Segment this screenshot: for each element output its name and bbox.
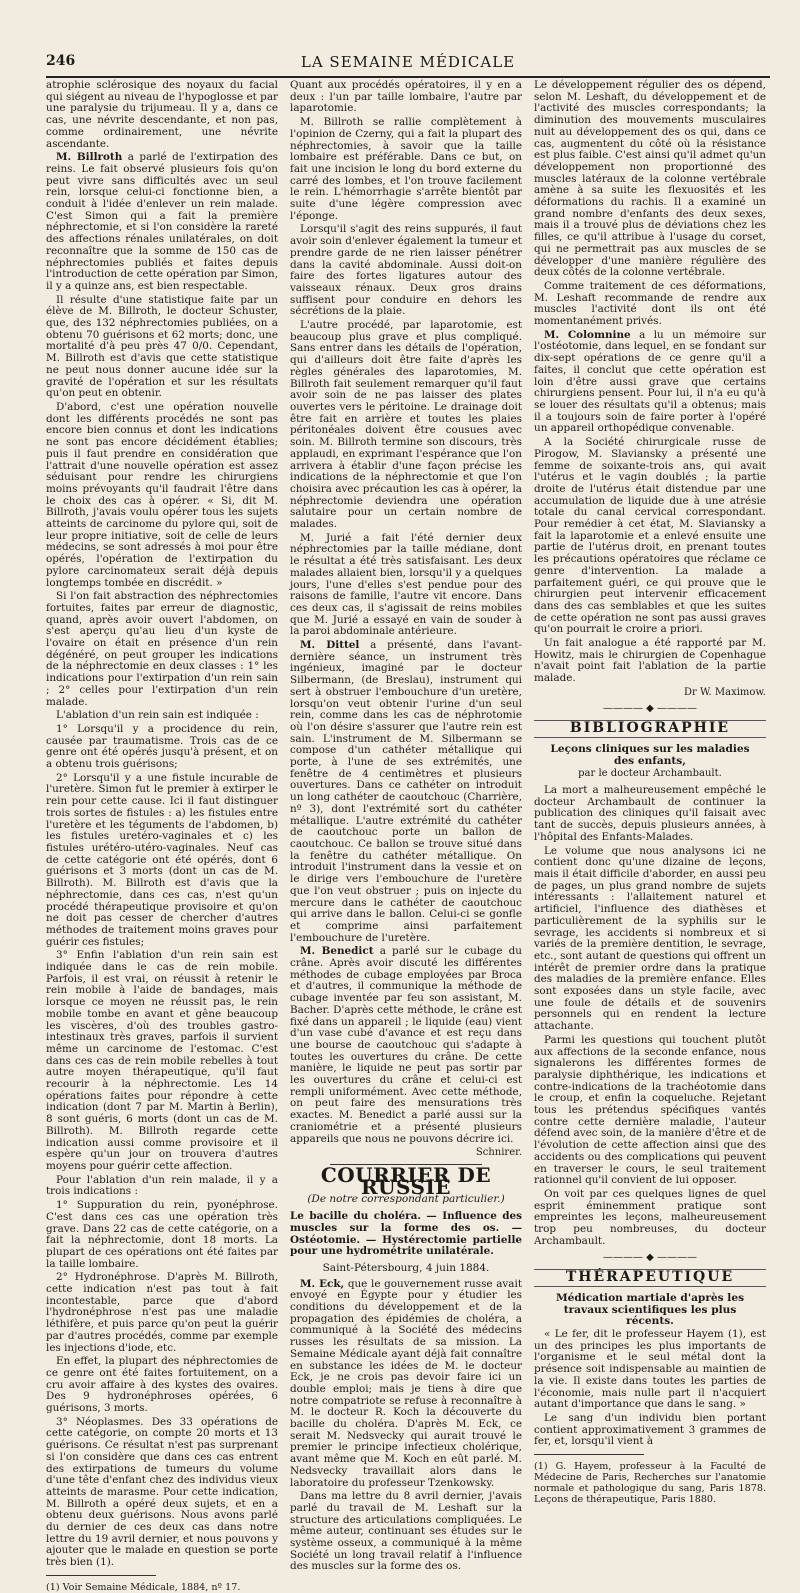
paragraph-text: que le gouvernement russe avait envoyé en Égypte pour y étudier les conditions du développement et de la propagation des épidémies de choléra, a communiqué à la Société des médecins russes les résultats de sa mission. La Semaine Médicale ayant déjà fait connaître en substance les idées de M. le docteur Eck, je ne crois pas devoir faire ici un double emploi; mais je tiens à dire que notre compatriote se refuse à reconnaître à M. le docteur R. Koch la découverte du bacille du choléra. D'après M. Eck, ce serait M. Nedsvecky qui aurait trouvé le premier le principe infectieux cholérique, avant même que M. Koch en eût parlé. M. Nedsvecky travaillait alors dans le laboratoire du professeur Tzenkowsky. — [290, 1277, 522, 1489]
paragraph — [290, 946, 522, 1145]
paragraph: 2° Hydronéphrose. D'après M. Billroth, cette indication n'est pas tout à fait incontestable, parce que d'abord l'hydronéphrose n'est pas une maladie léthifère, et puis parce qu'on peut la guérir par d'autres procédés, comme par exemple les injections d'iode, etc. — [46, 1271, 278, 1354]
paragraph: L'autre procédé, par laparotomie, est beaucoup plus grave et plus compliqué. Sans entrer dans les détails de l'opération, qui d'ailleurs doit être faite d'après les règles générales des laparotomies, M. Billroth fait seulement remarquer qu'il faut avoir soin de ne pas laisser des plates ouvertes vers le péritoine. Le drainage doit être fait en arrière et toutes les plaies péritonéales doivent être cousues avec soin. M. Billroth termine son discours, très applaudi, en exprimant l'espérance que l'on arrivera à établir d'une façon précise les indications de la néphrectomie et que l'on choisira avec précaution les cas à opérer, la néphrectomie deviendra une opération salutaire pour un certain nombre de malades. — [290, 319, 522, 531]
paragraph: 1° Suppuration du rein, pyonéphrose. C'est dans ces cas une opération très grave. Dans 22 cas de cette catégorie, on a fait la néphrectomie, dont 18 morts. La plupart de ces opérations ont été faites par la taille lombaire. — [46, 1199, 278, 1270]
paragraph-text: a lu un mémoire sur l'ostéotomie, dans lequel, en se fondant sur dix-sept opérations de ce genre qu'il a faites, il conclut que cette opération est loin d'être aussi grave que certains chirurgiens pensent. Pour lui, il n'a eu qu'à se louer des résultats qu'il a obtenus; mais il a toujours soin de faire porter à l'opéré un appareil orthopédique convenable. — [534, 328, 766, 435]
author-name: M. Eck, — [300, 1277, 345, 1290]
paragraph: Le volume que nous analysons ici ne contient donc qu'une dizaine de leçons, mais il était difficile d'aborder, en aussi peu de pages, un plus grand nombre de sujets intéressants : l'allaitement naturel et artificiel, l'influence des diathèses et particulièrement de la syphilis sur le sevrage, les accidents si nombreux et si variés de la première dentition, le sevrage, etc., sont autant de questions qui offrent un intérêt de premier ordre dans la pratique des maladies de la première enfance. Elles sont exposées dans un style facile, avec une foule de détails et de souvenirs personnels qui en rendent la lecture attachante. — [534, 844, 766, 1033]
author-name: M. Billroth — [56, 151, 123, 164]
ornament-divider: ———— ◆ ———— — [602, 702, 698, 714]
paragraph: Le développement régulier des os dépend, selon M. Leshaft, du développement et de l'activité des muscles correspondants; la diminution des mouvements musculaires nuit au développement des os qui, dans ce cas, augmentent du côté où la résistance est plus faible. C'est ainsi qu'il admet qu'un développement non proportionné des muscles latéraux de la colonne vertébrale amène à sa suite les flexuosités et les déformations du rachis. Il a examiné un grand nombre d'enfants des deux sexes, mais il a trouvé plus de déviations chez les filles, ce qu'il attribue à l'usage du corset, qui ne permettrait pas aux muscles de se développer d'une manière régulière des deux côtés de la colonne vertébrale. — [534, 79, 766, 279]
paragraph: 1° Lorsqu'il y a procidence du rein, causée par traumatisme. Trois cas de ce genre ont été opérés jusqu'à présent, et on a obtenu trois guérisons; — [46, 722, 278, 771]
paragraph: Comme traitement de ces déformations, M. Leshaft recommande de rendre aux muscles l'activité dont ils ont été momentanément privés. — [534, 279, 766, 328]
page-header — [46, 50, 770, 78]
footnote: (1) Voir Semaine Médicale, 1884, nº 17. — [46, 1581, 241, 1593]
paragraph: Un fait analogue a été rapporté par M. Howitz, mais le chirurgien de Copenhague n'avait point fait l'ablation de la partie malade. — [534, 637, 766, 685]
paragraph: « Le fer, dit le professeur Hayem (1), est un des principes les plus importants de l'organisme et le seul métal dont la présence soit indispensable au maintien de la vie. Il existe dans toutes les parties de l'économie, mais nulle part il n'acquiert autant d'importance que dans le sang. » — [534, 1328, 766, 1411]
paragraph: A la Société chirurgicale russe de Pirogow, M. Slaviansky a présenté une femme de soixante-trois ans, qui avait l'utérus et le vagin doublés ; la partie droite de l'utérus était distendue par une accumulation de liquide due à une atrésie totale du canal cervical correspondant. Pour remédier à cet état, M. Slaviansky a fait la laparotomie et a enlevé ensuite une partie de l'utérus droit, en prenant toutes les précautions opératoires que réclame ce genre d'intervention. La malade a parfaitement guéri, ce qui prouve que le chirurgien peut intervenir efficacement dans des cas semblables et que les suites de cette opération ne sont pas aussi graves qu'on pourrait le croire a priori. — [534, 436, 766, 636]
page-number: 246 — [46, 53, 76, 69]
paragraph: L'ablation d'un rein sain est indiquée : — [56, 709, 259, 722]
paragraph: M. Billroth se rallie complètement à l'opinion de Czerny, qui a fait la plupart des néphrectomies, à savoir que la taille lombaire est préférable. Dans ce but, on fait une incision le long du bord externe du carré des lombes, et l'on trouve facilement le rein. L'hémorrhagie s'arrête bientôt par suite d'une légère compression avec l'éponge. — [290, 116, 522, 222]
paragraph: Le sang d'un individu bien portant contient approximativement 3 grammes de fer, et, lorsqu'il vient à — [534, 1411, 766, 1448]
paragraph — [534, 330, 766, 435]
paragraph — [290, 640, 522, 944]
paragraph: M. Jurié a fait l'été dernier deux néphrectomies par la taille médiane, dont le résultat a été très satisfaisant. Les deux malades allaient bien, lorsqu'il y a quelques jours, l'une d'elles s'est pendue pour des raisons de famille, l'autre vit encore. Dans ces deux cas, il s'agissait de reins mobiles que M. Jurié a essayé en vain de souder à la paroi abdominale antérieure. — [290, 531, 522, 638]
author-name: M. Benedict — [300, 945, 374, 958]
footnote-divider — [534, 1454, 644, 1455]
author-name: M. Colomnine — [544, 328, 631, 341]
paragraph: Dans ma lettre du 8 avril dernier, j'avais parlé du travail de M. Leshaft sur la structure des articulations compliquées. Le même auteur, continuant ses études sur le système osseux, a communiqué à la même Société un long travail relatif à l'influence des muscles sur la forme des os. — [290, 1490, 522, 1573]
article-summary: Le bacille du choléra. — Influence des muscles sur la forme des os. — Ostéotomie. — Hystérectomie partielle pour une hydrométrite unilatérale. — [290, 1210, 522, 1258]
column-left — [46, 79, 279, 1593]
footnote-divider — [46, 1575, 156, 1576]
paragraph: 3° Enfin l'ablation d'un rein sain est indiquée dans le cas de rein mobile. Parfois, il est vrai, on réussit à retenir le rein mobile à l'aide de bandages, mais lorsque ce moyen ne réussit pas, le rein mobile tombe en avant et gêne beaucoup les viscères, d'où des troubles gastro-intestinaux très graves, parfois il survient même un carcinome de l'estomac. C'est dans ces cas de rein mobile rebelles à tout autre moyen thérapeutique, qu'il faut recourir à la néphrectomie. Les 14 opérations faites pour répondre à cette indication (dont 7 par M. Martin à Berlin), 8 sont guéris, 6 morts (dont un cas de M. Billroth). M. Billroth regarde cette indication aussi comme provisoire et il espère qu'un jour on trouvera d'autres moyens pour guérir cette affection. — [46, 949, 278, 1172]
ornament-divider: ———— ◆ ———— — [602, 1251, 698, 1263]
journal-title: LA SEMAINE MÉDICALE — [300, 53, 516, 71]
section-title: COURRIER DE RUSSIE — [320, 1162, 492, 1199]
paragraph — [290, 1279, 522, 1490]
footnote: (1) G. Hayem, professeur à la Faculté de Médecine de Paris, Recherches sur l'anatomie normale et pathologique du sang, Paris 1878. Leçons de thérapeutique, Paris 1880. — [534, 1461, 766, 1506]
article-heading: Leçons cliniques sur les maladies des enfants, — [550, 742, 750, 767]
paragraph: Il résulte d'une statistique faite par un élève de M. Billroth, le docteur Schuster, que, des 132 néphrectomies publiées, on a obtenu 70 guérisons et 62 morts; donc, une mortalité d'à peu près 47 0/0. Cependant, M. Billroth est d'avis que cette statistique ne peut nous donner aucune idée sur la gravité de l'opération et sur les résultats qu'on peut en obtenir. — [46, 293, 278, 400]
paragraph: 2° Lorsqu'il y a une fistule incurable de l'uretère. Simon fut le premier à extirper le rein pour cette cause. Ici il faut distinguer trois sortes de fistules : a) les fistules entre l'uretère et les téguments de l'abdomen, b) les fistules uretéro-vaginales et c) les fistules urétéro-utéro-vaginales. Neuf cas de cette catégorie ont été opérés, dont 6 guérisons et 3 morts (dont un cas de M. Billroth). M. Billroth est d'avis que la néphrectomie, dans ces cas, n'est qu'un procédé thérapeutique provisoire et qu'on ne doit pas cesser de chercher d'autres méthodes de traitement moins graves pour guérir ces fistules; — [46, 771, 278, 948]
paragraph: Parmi les questions qui touchent plutôt aux affections de la seconde enfance, nous signalerons les différentes formes de paralysie diphthérique, les indications et contre-indications de la trachéotomie dans le croup, et enfin la coqueluche. Rejetant tous les prétendus spécifiques vantés contre cette dernière maladie, l'auteur défend avec soin, de la manière d'être et de l'évolution de cette affection ainsi que des accidents ou des complications qui peuvent en traverser le cours, le seul traitement rationnel qu'il convient de lui opposer. — [534, 1033, 766, 1187]
column-middle — [290, 79, 523, 1573]
article-heading: Médication martiale d'après les travaux scientifiques les plus récents. — [555, 1291, 745, 1328]
author-name: M. Dittel — [300, 639, 360, 652]
paragraph: En effet, la plupart des néphrectomies de ce genre ont été faites fortuitement, on a cru avoir affaire à des kystes des ovaires. Des 9 hydronéphroses opérées, 6 guérisons, 3 morts. — [46, 1355, 278, 1415]
article-author: par le docteur Archambault. — [578, 768, 722, 780]
paragraph: Pour l'ablation d'un rein malade, il y a trois indications : — [46, 1173, 278, 1198]
section-subtitle: (De notre correspondant particulier.) — [307, 1193, 505, 1206]
signature: Schnirer. — [475, 1147, 522, 1159]
signature: Dr W. Maximow. — [684, 686, 766, 698]
paragraph: Quant aux procédés opératoires, il y en a deux : l'un par taille lombaire, l'autre par laparotomie. — [290, 79, 522, 115]
paragraph — [46, 152, 278, 292]
paragraph: D'abord, c'est une opération nouvelle dont les différents procédés ne sont pas encore bien connus et dont les indications ne sont pas encore décidément établies; puis il faut prendre en considération que l'attrait d'une nouvelle opération est assez séduisant pour rendre les chirurgiens moins prévoyants qu'il faudrait l'être dans le choix des cas à opérer. « Si, dit M. Billroth, j'avais voulu opérer tous les sujets atteints de carcinome du pylore qui, soit de leur propre initiative, soit de celle de leurs médecins, se sont adressés à moi pour être opérés, l'opération de l'extirpation du pylore carcinomateux serait déjà depuis longtemps tombée en discrédit. » — [46, 400, 278, 589]
section-title: BIBLIOGRAPHIE — [534, 720, 766, 738]
paragraph: Si l'on fait abstraction des néphrectomies fortuites, faites par erreur de diagnostic, quand, après avoir ouvert l'abdomen, on s'est aperçu qu'au lieu d'un kyste de l'ovaire on était en présence d'un rein dégénéré, on peut grouper les indications de la néphrectomie en deux classes : 1° les indications pour l'extirpation d'un rein sain ; 2° celles pour l'extirpation d'un rein malade. — [46, 590, 278, 708]
paragraph: 3° Néoplasmes. Des 33 opérations de cette catégorie, on compte 20 morts et 13 guérisons. Ce résultat n'est pas surprenant si l'on considère que dans ces cas entrent des extirpations de tumeurs du volume d'une tête d'enfant chez des individus vieux atteints de marasme. Pour cette indication, M. Billroth a opéré deux sujets, et en a obtenu deux guérisons. Nous avons parlé du dernier de ces deux cas dans notre lettre du 19 avril dernier, et nous pouvons y ajouter que le malade en question se porte très bien (1). — [46, 1415, 278, 1569]
paragraph-text: a présenté, dans l'avant-dernière séance, un instrument très ingénieux, imaginé par le docteur Silbermann, (de Breslau), instrument qui sert à obstruer l'embouchure d'un uretère, lorsqu'on veut obtenir l'urine d'un seul rein, comme dans les cas de néphrotomie où l'on désire s'assurer que l'autre rein est sain. L'instrument de M. Silbermann se compose d'un cathéter métallique qui porte, à l'une de ses extrémités, une fenêtre de 4 centimètres et plusieurs ouvertures. Dans ce cathéter on introduit un long cathéter de caoutchouc (Charrière, nº 3), dont l'extrémité sort du cathéter métallique. L'autre extrémité du cathéter de caoutchouc porte un ballon de caoutchouc. Ce ballon se trouve situé dans la fenêtre du cathéter métallique. On introduit l'instrument dans la vessie et on le dirige vers l'embouchure de l'uretère que l'on veut obstruer ; puis on injecte du mercure dans le cathéter de caoutchouc qui arrive dans le ballon. Celui-ci se gonfle et comprime ainsi parfaitement l'embouchure de l'uretère. — [290, 639, 522, 944]
section-title: THÉRAPEUTIQUE — [534, 1269, 766, 1287]
paragraph: Lorsqu'il s'agit des reins suppurés, il faut avoir soin d'enlever également la tumeur et prendre garde de ne rien laisser pénétrer dans la cavité abdominale. Aussi doit-on faire des fortes ligatures autour des vaisseaux rénaux. Deux gros drains suffisent pour conduire en dehors les sécrétions de la plaie. — [290, 223, 522, 318]
column-right — [534, 79, 766, 1506]
dateline: Saint-Pétersbourg, 4 juin 1884. — [322, 1261, 490, 1274]
paragraph: La mort a malheureusement empêché le docteur Archambault de continuer la publication des cliniques qu'il faisait avec tant de succès, depuis plusieurs années, à l'hôpital des Enfants-Malades. — [534, 784, 766, 843]
paragraph: atrophie sclérosique des noyaux du facial qui siégent au niveau de l'hypoglosse et par une paralysie du trijumeau. Il y a, dans ce cas, une névrite descendante, et non pas, comme ordinairement, une névrite ascendante. — [46, 79, 278, 150]
paragraph-text: a parlé sur le cubage du crâne. Après avoir discuté les différentes méthodes de cubage employées par Broca et d'autres, il communique la méthode de cubage inventée par feu son assistant, M. Bacher. D'après cette méthode, le crâne est fixé dans un appareil ; le liquide (eau) vient d'un vase cubé d'avance et est reçu dans une bourse de caoutchouc qui s'adapte à toutes les ouvertures du crâne. De cette manière, le liquide ne peut pas sortir par les ouvertures du crâne et celui-ci est rempli uniformément. Avec cette méthode, on peut faire des mensurations très exactes. M. Benedict a parlé aussi sur la craniométrie et a présenté plusieurs appareils que nous ne pouvons décrire ici. — [290, 945, 523, 1145]
paragraph-text: a parlé de l'extirpation des reins. Le fait observé plusieurs fois qu'on peut vivre sans difficultés avec un seul rein, lorsque celui-ci fonctionne bien, a conduit à l'idée d'enlever un rein malade. C'est Simon qui a fait la première néphrectomie, et si l'on considère la rareté des affections rénales unilatérales, on doit reconnaître que la somme de 150 cas de néphrectomies publiés et faites depuis l'introduction de cette opération par Simon, il y a quinze ans, est bien respectable. — [46, 151, 279, 292]
paragraph: On voit par ces quelques lignes de quel esprit éminemment pratique sont empreintes les leçons, malheureusement trop peu nombreuses, du docteur Archambault. — [534, 1187, 766, 1247]
